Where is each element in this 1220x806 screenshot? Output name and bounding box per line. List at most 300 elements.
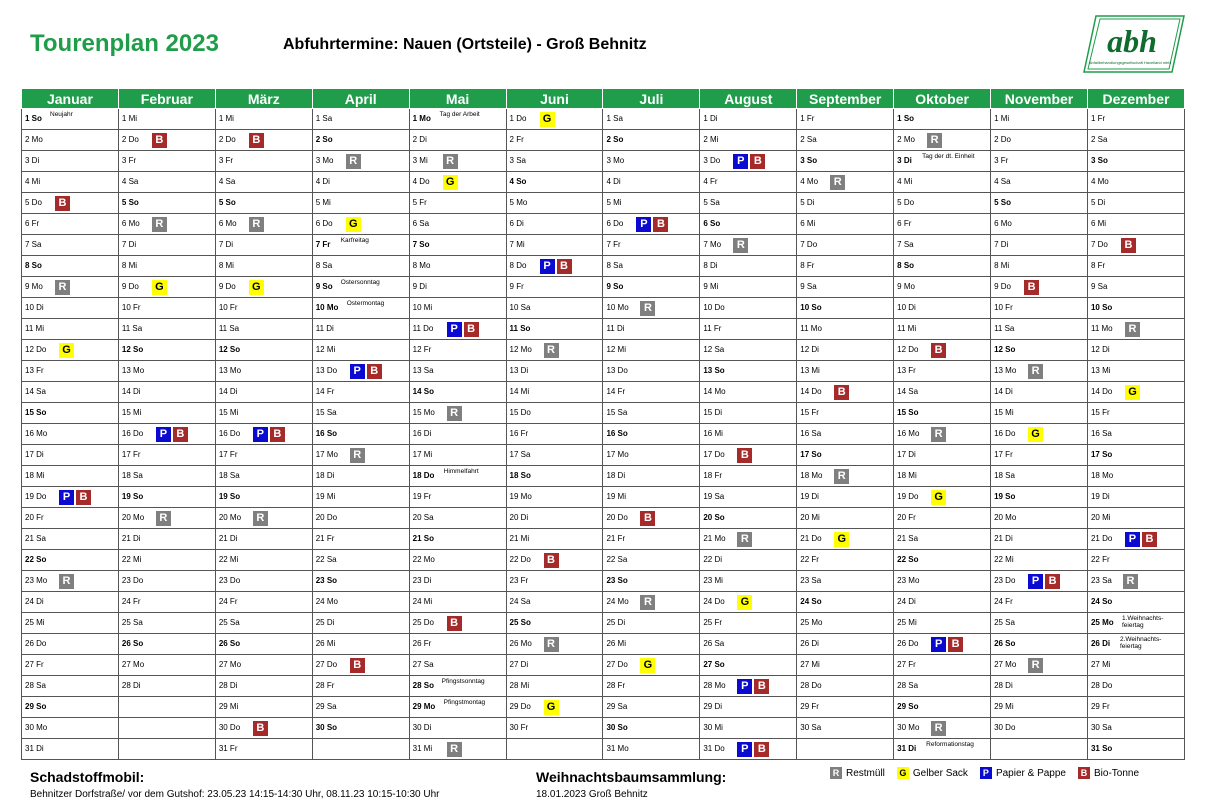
day-cell <box>215 172 312 193</box>
collection-tags <box>55 196 70 211</box>
day-cell <box>22 214 119 235</box>
day-label: 5 Di <box>800 198 815 207</box>
day-cell <box>700 718 797 739</box>
day-cell <box>894 298 991 319</box>
day-label: 8 Di <box>703 261 718 270</box>
day-cell <box>215 151 312 172</box>
day-label: 7 Mi <box>509 240 525 249</box>
day-label: 16 So <box>606 429 628 438</box>
day-label: 25 Di <box>606 618 626 627</box>
day-label: 6 Mo <box>121 219 140 228</box>
day-cell <box>312 655 409 676</box>
day-label: 21 Di <box>121 534 141 543</box>
day-label: 2 Di <box>412 135 427 144</box>
day-label: 5 So <box>994 198 1011 207</box>
day-cell <box>506 298 603 319</box>
day-cell <box>409 382 506 403</box>
day-label: 15 Fr <box>1090 408 1110 417</box>
day-label: 4 Sa <box>218 177 236 186</box>
day-cell <box>991 718 1088 739</box>
day-cell <box>215 697 312 718</box>
day-cell <box>22 466 119 487</box>
day-label: 1 So <box>897 114 915 123</box>
day-label: 1 Mi <box>218 114 234 123</box>
day-row <box>22 508 1185 529</box>
papier-icon: P <box>980 767 992 779</box>
day-cell <box>22 424 119 445</box>
legend <box>830 767 1139 779</box>
day-cell <box>700 697 797 718</box>
day-label: 22 Mi <box>994 555 1014 564</box>
collection-tags <box>834 532 849 547</box>
day-label: 23 Fr <box>509 576 529 585</box>
day-label: 25 Mi <box>25 618 45 627</box>
day-cell <box>506 655 603 676</box>
day-cell <box>1087 634 1184 655</box>
day-cell <box>118 340 215 361</box>
collection-tags <box>156 427 188 442</box>
day-label: 16 Mi <box>703 429 723 438</box>
day-label: 13 Fr <box>25 366 44 375</box>
day-label: 14 Fr <box>606 387 626 396</box>
restmuell-icon: R <box>830 767 842 779</box>
day-cell <box>991 340 1088 361</box>
bio-tonne-icon: B <box>76 490 91 505</box>
day-label: 24 Do <box>703 597 725 606</box>
day-label: 3 Fr <box>994 156 1009 165</box>
restmuell-icon: R <box>1123 574 1138 589</box>
day-cell <box>215 466 312 487</box>
collection-tags <box>350 364 382 379</box>
day-cell <box>700 445 797 466</box>
day-cell <box>603 382 700 403</box>
day-cell <box>991 592 1088 613</box>
day-cell <box>215 361 312 382</box>
page-title: Tourenplan 2023 <box>30 30 219 57</box>
day-cell <box>409 277 506 298</box>
day-label: 28 Mi <box>509 681 530 690</box>
day-label: 8 So <box>897 261 915 270</box>
day-cell <box>603 109 700 130</box>
day-cell <box>894 424 991 445</box>
day-label: 30 Di <box>412 723 432 732</box>
day-cell <box>312 151 409 172</box>
collection-tags <box>346 217 361 232</box>
day-cell <box>409 214 506 235</box>
day-label: 6 Fr <box>25 219 40 228</box>
day-label: 16 Do <box>121 429 144 438</box>
bio-tonne-icon: B <box>754 742 769 757</box>
day-cell <box>991 193 1088 214</box>
day-label: 16 So <box>315 429 338 438</box>
day-label: 29 Mi <box>994 702 1014 711</box>
day-label: 30 Do <box>218 723 241 732</box>
day-label: 24 Mo <box>315 597 338 606</box>
day-cell <box>1087 361 1184 382</box>
day-cell <box>22 571 119 592</box>
collection-tags <box>447 406 462 421</box>
day-label: 27 Fr <box>897 660 916 669</box>
day-cell <box>118 508 215 529</box>
collection-tags <box>931 490 946 505</box>
day-cell <box>215 298 312 319</box>
day-label: 13 Mo <box>994 366 1017 375</box>
day-label: 4 Sa <box>994 177 1011 186</box>
day-cell <box>1087 592 1184 613</box>
day-cell <box>22 508 119 529</box>
day-cell <box>894 403 991 424</box>
day-row <box>22 550 1185 571</box>
day-cell <box>312 256 409 277</box>
day-label: 20 Do <box>606 513 628 522</box>
day-label: 26 Do <box>897 639 919 648</box>
day-cell <box>409 172 506 193</box>
day-cell <box>603 130 700 151</box>
day-label: 18 Sa <box>121 471 143 480</box>
day-label: 25 Mi <box>897 618 917 627</box>
day-cell <box>603 487 700 508</box>
collection-tags <box>737 532 752 547</box>
day-row <box>22 487 1185 508</box>
day-label: 25 Sa <box>994 618 1015 627</box>
day-cell <box>603 613 700 634</box>
holiday-note: Ostersonntag <box>340 279 380 286</box>
day-label: 20 So <box>703 513 725 522</box>
day-label: 9 So <box>315 282 333 291</box>
day-cell <box>22 634 119 655</box>
day-label: 10 So <box>800 303 822 312</box>
day-label: 2 Sa <box>1090 135 1108 144</box>
restmuell-icon: R <box>443 154 458 169</box>
day-cell <box>1087 697 1184 718</box>
day-label: 5 Mi <box>315 198 331 207</box>
day-cell <box>1087 676 1184 697</box>
calendar-table <box>21 88 1185 760</box>
restmuell-icon: R <box>1028 364 1043 379</box>
day-label: 21 Do <box>1090 534 1113 543</box>
day-cell <box>118 655 215 676</box>
day-cell <box>215 319 312 340</box>
day-label: 10 Fr <box>121 303 141 312</box>
day-label: 1 Mo <box>412 114 431 123</box>
day-cell <box>409 193 506 214</box>
day-label: 19 Mi <box>315 492 336 501</box>
day-label: 10 Fr <box>218 303 238 312</box>
day-label: 15 Mi <box>994 408 1014 417</box>
day-label: 17 Mi <box>412 450 433 459</box>
day-cell <box>215 214 312 235</box>
day-label: 3 Mi <box>412 156 428 165</box>
day-label: 21 Fr <box>315 534 335 543</box>
day-label: 3 Di <box>897 156 912 165</box>
day-cell <box>700 592 797 613</box>
day-label: 20 Mo <box>121 513 145 522</box>
holiday-note: Himmelfahrt <box>443 468 479 475</box>
day-cell <box>312 529 409 550</box>
day-label: 30 Sa <box>1090 723 1112 732</box>
day-cell <box>991 256 1088 277</box>
day-label: 10 Di <box>25 303 44 312</box>
collection-tags <box>443 175 458 190</box>
day-label: 26 Sa <box>703 639 725 648</box>
day-cell <box>215 382 312 403</box>
day-row <box>22 676 1185 697</box>
papier-icon: P <box>59 490 74 505</box>
month-header: Januar <box>22 89 119 109</box>
day-label: 15 Do <box>509 408 531 417</box>
day-cell <box>409 487 506 508</box>
day-label: 29 Mi <box>218 702 239 711</box>
restmuell-icon: R <box>253 511 268 526</box>
day-label: 5 Sa <box>703 198 720 207</box>
day-label: 6 Di <box>509 219 524 228</box>
day-label: 2 Fr <box>509 135 524 144</box>
day-cell <box>312 697 409 718</box>
day-cell <box>797 676 894 697</box>
day-label: 9 Sa <box>1090 282 1108 291</box>
day-cell <box>506 571 603 592</box>
day-cell <box>409 697 506 718</box>
day-cell <box>118 151 215 172</box>
day-label: 29 So <box>897 702 919 711</box>
day-cell <box>894 277 991 298</box>
day-cell <box>894 487 991 508</box>
day-cell <box>700 277 797 298</box>
day-cell <box>22 277 119 298</box>
schadstoff-title: Schadstoffmobil: <box>30 769 145 785</box>
day-label: 19 Mi <box>606 492 626 501</box>
day-cell <box>797 130 894 151</box>
day-cell <box>506 592 603 613</box>
day-cell <box>312 277 409 298</box>
day-label: 9 Fr <box>509 282 524 291</box>
day-label: 29 Sa <box>606 702 628 711</box>
gelber-sack-icon: G <box>544 700 559 715</box>
day-cell <box>312 214 409 235</box>
day-label: 21 Fr <box>606 534 626 543</box>
restmuell-icon: R <box>249 217 264 232</box>
day-label: 30 So <box>606 723 628 732</box>
bio-tonne-icon: B <box>754 679 769 694</box>
day-label: 6 Do <box>606 219 624 228</box>
day-label: 7 Sa <box>897 240 914 249</box>
day-label: 16 Sa <box>800 429 822 438</box>
collection-tags <box>540 112 555 127</box>
day-cell <box>506 634 603 655</box>
day-cell <box>409 319 506 340</box>
bio-tonne-icon: B <box>1045 574 1060 589</box>
day-label: 17 Do <box>703 450 725 459</box>
day-label: 9 Mo <box>897 282 915 291</box>
day-cell <box>603 277 700 298</box>
day-cell <box>409 508 506 529</box>
day-cell <box>797 445 894 466</box>
day-cell <box>797 718 894 739</box>
day-cell <box>603 655 700 676</box>
restmuell-icon: R <box>834 469 849 484</box>
day-label: 1 Fr <box>1090 114 1106 123</box>
holiday-note: Reformationstag <box>926 741 974 748</box>
bio-tonne-icon: B <box>249 133 264 148</box>
day-label: 19 Do <box>25 492 47 501</box>
day-cell <box>700 613 797 634</box>
collection-tags <box>931 721 946 736</box>
gelber-sack-icon: G <box>640 658 655 673</box>
day-label: 18 Sa <box>218 471 240 480</box>
day-label: 11 Sa <box>994 324 1015 333</box>
gelber-sack-icon: G <box>737 595 752 610</box>
day-cell <box>894 718 991 739</box>
day-cell <box>22 592 119 613</box>
bio-tonne-icon: B <box>350 658 365 673</box>
day-cell <box>506 319 603 340</box>
day-cell <box>991 613 1088 634</box>
holiday-note: Pfingstsonntag <box>441 678 485 685</box>
day-cell <box>603 403 700 424</box>
day-label: 5 So <box>218 198 236 207</box>
day-label: 21 Sa <box>25 534 46 543</box>
day-cell <box>991 151 1088 172</box>
bio-tonne-icon: B <box>557 259 572 274</box>
day-label: 7 Mo <box>703 240 722 249</box>
bio-tonne-icon: B <box>367 364 382 379</box>
day-cell <box>118 634 215 655</box>
day-cell <box>603 739 700 760</box>
day-cell <box>409 634 506 655</box>
day-label: 5 Do <box>25 198 42 207</box>
collection-tags <box>640 595 655 610</box>
page-subtitle: Abfuhrtermine: Nauen (Ortsteile) - Groß Behnitz <box>283 36 647 53</box>
day-cell <box>506 466 603 487</box>
day-cell <box>118 256 215 277</box>
day-label: 12 Do <box>25 345 47 354</box>
day-cell <box>894 697 991 718</box>
day-cell <box>1087 319 1184 340</box>
bio-tonne-icon: B <box>1078 767 1090 779</box>
day-cell <box>894 193 991 214</box>
day-label: 17 Sa <box>509 450 531 459</box>
day-label: 26 Mi <box>315 639 336 648</box>
day-label: 19 Fr <box>412 492 432 501</box>
day-cell <box>409 592 506 613</box>
collection-tags <box>1125 532 1157 547</box>
collection-tags <box>931 637 963 652</box>
day-label: 18 Fr <box>703 471 723 480</box>
gelber-sack-icon: G <box>443 175 458 190</box>
day-label: 21 Sa <box>897 534 919 543</box>
legend-item-papier <box>980 767 1066 779</box>
day-cell <box>312 613 409 634</box>
day-cell <box>700 550 797 571</box>
day-label: 15 So <box>25 408 47 417</box>
collection-tags <box>350 658 365 673</box>
day-label: 24 Di <box>25 597 44 606</box>
day-label: 13 Di <box>509 366 529 375</box>
day-cell <box>506 487 603 508</box>
day-label: 26 So <box>121 639 144 648</box>
collection-tags <box>152 217 167 232</box>
day-label: 24 Sa <box>509 597 531 606</box>
day-cell <box>506 172 603 193</box>
day-cell <box>215 109 312 130</box>
day-label: 20 Di <box>509 513 529 522</box>
day-cell <box>409 739 506 760</box>
day-cell <box>991 130 1088 151</box>
day-label: 2 Do <box>121 135 139 144</box>
day-label: 19 Mo <box>509 492 532 501</box>
day-cell <box>22 718 119 739</box>
day-cell <box>700 214 797 235</box>
day-cell <box>312 550 409 571</box>
papier-icon: P <box>253 427 268 442</box>
day-label: 28 Fr <box>315 681 335 690</box>
day-cell <box>991 529 1088 550</box>
day-cell <box>118 445 215 466</box>
day-row <box>22 424 1185 445</box>
day-cell <box>409 676 506 697</box>
day-label: 27 So <box>703 660 725 669</box>
day-label: 27 Mo <box>218 660 242 669</box>
day-label: 6 Sa <box>412 219 430 228</box>
day-cell <box>991 424 1088 445</box>
day-cell <box>1087 214 1184 235</box>
day-cell <box>1087 151 1184 172</box>
day-cell <box>506 340 603 361</box>
day-label: 15 Mi <box>121 408 142 417</box>
restmuell-icon: R <box>544 343 559 358</box>
day-cell <box>700 298 797 319</box>
day-label: 27 Mo <box>994 660 1017 669</box>
day-cell <box>506 403 603 424</box>
collection-tags <box>1121 238 1136 253</box>
day-cell <box>215 277 312 298</box>
day-cell <box>312 508 409 529</box>
day-cell <box>700 109 797 130</box>
day-cell <box>118 403 215 424</box>
day-label: 24 Fr <box>994 597 1013 606</box>
day-label: 23 So <box>606 576 628 585</box>
day-label: 20 Mo <box>218 513 242 522</box>
day-cell <box>894 214 991 235</box>
day-label: 3 Do <box>703 156 721 165</box>
day-label: 24 Fr <box>121 597 141 606</box>
day-cell <box>603 529 700 550</box>
papier-icon: P <box>931 637 946 652</box>
day-cell <box>700 193 797 214</box>
day-label: 6 Mi <box>800 219 816 228</box>
day-cell <box>797 193 894 214</box>
day-label: 26 So <box>994 639 1016 648</box>
day-cell <box>603 298 700 319</box>
day-cell <box>215 424 312 445</box>
day-label: 29 Mo <box>412 702 436 711</box>
day-label: 22 Mo <box>412 555 435 564</box>
day-cell <box>1087 655 1184 676</box>
day-row <box>22 466 1185 487</box>
day-label: 27 Fr <box>25 660 44 669</box>
restmuell-icon: R <box>737 532 752 547</box>
day-label: 4 Fr <box>703 177 718 186</box>
day-cell <box>118 109 215 130</box>
day-cell <box>1087 235 1184 256</box>
day-label: 14 Sa <box>897 387 919 396</box>
day-cell <box>603 571 700 592</box>
day-label: 11 Sa <box>121 324 143 333</box>
day-cell <box>506 109 603 130</box>
day-label: 14 Di <box>218 387 238 396</box>
day-label: 14 So <box>412 387 434 396</box>
collection-tags <box>1024 280 1039 295</box>
